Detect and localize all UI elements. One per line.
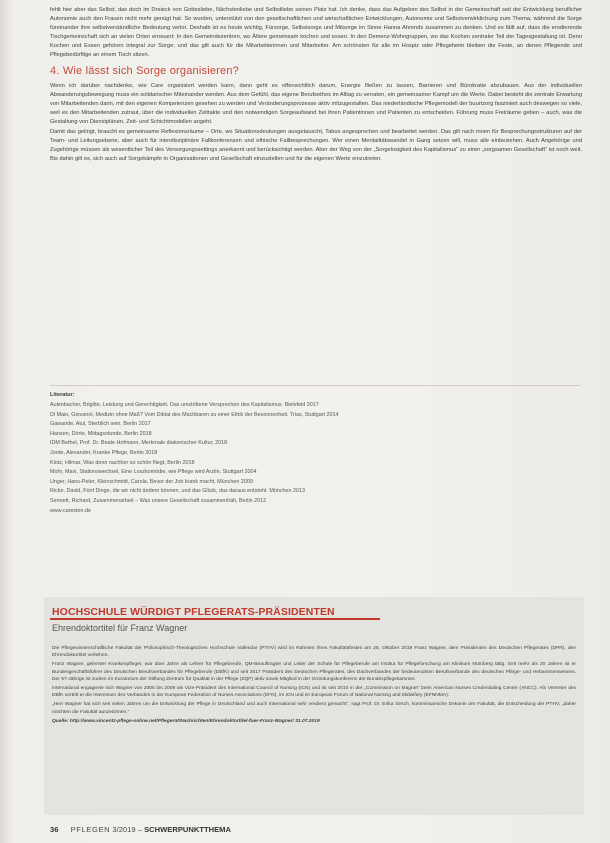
page-footer	[50, 825, 231, 834]
box-source[interactable]: Quelle: http://www.vincentz-pflege-online.net/Pflegerat/Nachrichten/Ehrendoktortitel-fuer-Franz-Wagner/ 31.07.2019	[52, 718, 320, 724]
box-paragraph: International engagierte sich Wagner von 2005 bis 2009 als Vize-Präsident des International Council of Nursing (ICN) und ist seit 2010 in der „Commission on Magnet“ beim American Nurses Credentialing Center (ANCC). Als Vertreter des DBfK vertritt er die Interessen des Verbandes in der European Federation of Nurses Associations (EFN), im ICN und im European Forum of National Nursing and Midwifery (EFNNMA).	[52, 686, 576, 699]
box-title: HOCHSCHULE WÜRDIGT PFLEGERATS-PRÄSIDENTEN	[52, 606, 335, 618]
box-paragraph: Die Pflegewissenschaftliche Fakultät der Philosophisch-Theologischen Hochschule Vallendar (PTHV) wird im Rahmen ihres Fakultätsfestes am 25. Oktober 2019 Franz Wagner, dem Präsidenten des Deutschen Pflegerates (DPR), den Ehrendoktortitel verleihen.	[52, 646, 576, 659]
literature-list	[50, 392, 580, 516]
section-heading: 4. Wie lässt sich Sorge organisieren?	[50, 65, 239, 78]
box-title-underline	[50, 618, 380, 620]
literature-item: Sennett, Richard, Zusammenarbeit – Was unsere Gesellschaft zusammenhält, Berlin 2012	[50, 497, 267, 504]
intro-paragraph: fehlt hier aber das Selbst, das doch im Dreieck von Gottesliebe, Nächstenliebe und Selbstliebe seinen Platz hat. Ich denke, dass das Aufgeben des Selbst in der Gemeinschaft seit der Entwicklung beruflicher Autonomie auch den Frauen nicht mehr genügt hat. So wurden, unterstützt von den gesellschaftlichen und wirtschaftlichen Entwicklungen, Autonomie und Selbstverwirklichung zum Thema, während die Sorge füreinander ihre selbstverständliche Bedeutung verlor. Deshalb ist es heute wichtig, Fürsorge, Selbstsorge und Mitsorge im Sinne Hanna Ahrends zusammen zu denken. Und es fällt auf, dass die erodierende Tischgemeinschaft sich an vielen Orten erneuert: In den Gemeindezentren, wo Ältere gemeinsam kochen und essen. In den Demenz-Wohngruppen, wo das Kochen zentraler Teil der Tagesgestaltung ist. Denn Kochen und Essen gehören integral zur Sorge; und das gilt auch für die Mitarbeiterinnen und Mitarbeiter. Am schönsten für alle im Hospiz oder Pflegeheim bleiben die Feste, an denen Pflegende und Pflegebedürftige an einem Tisch sitzen.	[50, 7, 582, 58]
literature-item: Mohr, Mavi, Stationswechsel, Eine Loszkomödie, wie Pflege wird Arztin, Stuttgart 2004	[50, 469, 257, 476]
box-subtitle: Ehrendoktortitel für Franz Wagner	[52, 623, 188, 633]
box-paragraph: Franz Wagner, gelernter Krankenpfleger, war über Jahre als Lehrer für Pflegeberufe, QM-Beauftragter und Leiter der Schule für Pflegeberufe am Institut für Pflegeforschung am Klinikum Nürnberg tätig. Seit mehr als 20 Jahren ist er Bundesgeschäftsführer des Deutschen Berufsverbandes für Pflegeberufe (DBfK) und seit 2017 Präsident des Deutschen Pflegerates, des Dachverbandes der bedeutendsten Berufsverbände des deutschen Pflege- und Hebammenwesens. Der 57-Jährige ist zudem im Kuratorium der Stiftung Zentrum für Qualität in der Pflege (ZQP) aktiv sowie Mitglied in der Gründungskonferenz der Bundespflegekammer.	[52, 662, 576, 682]
literature-item: Unger, Hans-Peter, Kleinschmidt, Carola, Bevor der Job krank macht, München 2009	[50, 478, 253, 485]
literature-item: Aulenbacher, Brigitte, Leistung und Gerechtigkeit. Das umstrittene Versprechen des Kapitalismus. Bielefeld 2017	[50, 402, 319, 408]
literature-item: Di Maio, Giovanni, Medizin ohne Maß? Vom Diktat des Machbaren zu einer Ethik der Besonnenheit. Trias, Stuttgart 2014	[50, 411, 339, 418]
literature-item: Ricke, David, Fünf Dinge, die wir nicht ändern können, und das Glück, das daraus entsteht. München 2013	[50, 488, 306, 495]
literature-item: Klotz, Hilmar, Was denn nachher so schön fliegt, Berlin 2018	[50, 459, 195, 466]
literature-title: Literatur:	[50, 392, 75, 398]
news-box	[44, 597, 584, 815]
page-number: 36	[50, 825, 59, 834]
box-paragraph: „Herr Wagner hat sich seit vielen Jahren um die Entwicklung der Pflege in Deutschland und auch international sehr verdient gemacht“, sagt Prof. Dr. Erika Sirsch, kommissarische Dekanin der Fakultät, die Entscheidung der PTHV, „daher möchten die Fakultät auszeichnen.“	[52, 702, 576, 715]
literature-item: Jorde, Alexander, Kranke Pflege, Berlin 2018	[50, 449, 158, 456]
magazine-name: PFLEGEN	[70, 825, 111, 834]
divider	[50, 385, 580, 386]
section-name: SCHWERPUNKTTHEMA	[144, 825, 231, 834]
literature-link[interactable]: www.caresten.de	[50, 507, 92, 514]
section-paragraph: Damit das gelingt, braucht es gemeinsame Reflexionsräume – Orte, wo Situationsdeutungen ausgetauscht, Tabus angesprochen und bearbeitet werden. Das gilt nach innen für Besprechungsstrukturen auf der Team- und Leitungsebene, aber auch für interdisziplinäre Fallkonferenzen und ethische Fallbesprechungen. Wer einen Mentalitätswandel in Gang setzen will, muss alle einbeziehen. Auch Angehörige und Zugehörige müssen als wesentlicher Teil des Versorgungssettings anerkannt und berücksichtigt werden. Aber der Weg von der „Sorgelosigkeit des Kapitalismus“ zu einer „sorgsamen Gesellschaft“ ist noch weit. Bis dahin gilt es, sich auch auf Sorgekämpfe in Organisationen und Gesellschaft einzustellen und für die eigenen Werte einzutreten.	[50, 128, 582, 162]
section-paragraph: Wenn ich darüber nachdenke, wie Care organisiert werden kann, dann geht es offensichtlich darum, Energie fließen zu lassen, Barrieren und Bürokratie abzubauen. Aus der individuellen Abwanderungsbewegung muss ein solidarischer Miteinander werden. Aus dem Gefühl, das eigene Berufsethos im Alltag zu verraten, ein gemeinsamer Kampf um die Werte. Dabei besteht die zentrale Erwartung von Mitarbeitenden darin, mit den eigenen Kompetenzen gesehen zu werden und Veränderungsprozesse aktiv mitzugestalten. Das niederländische Pflegemodell der buurtzorg fasziniert auch deswegen so viele, weil es den Mitarbeitenden zutraut, über die individuellen Zeittakte und den notwendigen Sorgeaufwand bei ihren Patientinnen und Patienten zu entscheiden. Führung muss Freiräume geben – auch, was die Gestaltung von Dienstplänen, Zeit- und Schichtmodellen angeht.	[50, 83, 582, 126]
article-body	[50, 6, 582, 164]
issue: 3/2019	[112, 825, 136, 834]
literature-item: Hansen, Dörte, Mittagsstunde, Berlin 2018	[50, 430, 152, 437]
box-body	[52, 645, 576, 725]
literature-item: IDM Bethel, Prof. Dr. Beate Hofmann, Merkmale diakonischer Kultur, 2018	[50, 440, 228, 447]
footer-separator: –	[137, 825, 142, 834]
literature-item: Gawande, Atul, Sterblich sein, Berlin 2017	[50, 421, 151, 428]
